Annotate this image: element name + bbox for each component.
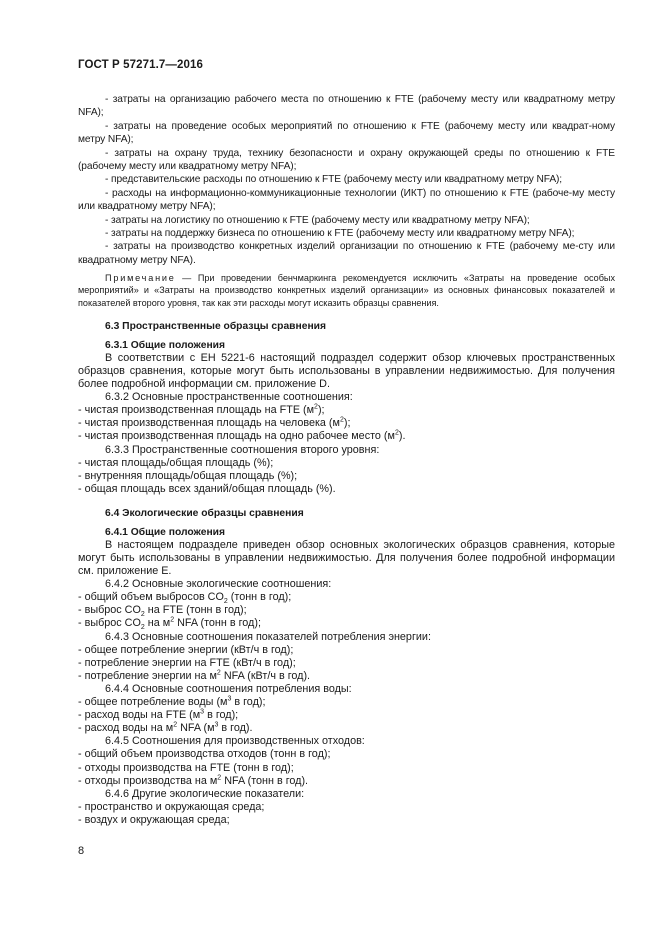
list-item: - затраты на проведение особых мероприятий по отношению к FTE (рабочему месту или квадрат-ному метру NFA); (78, 120, 615, 146)
clause-heading: 6.4.2 Основные экологические соотношения: (105, 578, 332, 591)
page-header-standard-title: ГОСТ Р 57271.7—2016 (78, 59, 203, 71)
list-item: - общий объем выбросов $CO_2$ (тонн в год); (78, 591, 292, 606)
list-item: - общее потребление воды ($м^3$ в год); (78, 695, 266, 709)
subsection-heading: 6.4.1 Общие положения (105, 526, 225, 538)
clause-heading: 6.4.3 Основные соотношения показателей потребления энергии: (105, 630, 431, 643)
clause-heading: 6.4.5 Соотношения для производственных отходов: (105, 735, 365, 748)
page-content (78, 93, 615, 827)
list-item: - затраты на поддержку бизнеса по отношению к FTE (рабочему месту или квадратному метру NFA); (105, 228, 575, 240)
list-item: - отходы производства на $м^2$ NFA (тонн в год). (78, 774, 309, 787)
subsection-heading: 6.3.1 Общие положения (105, 339, 225, 351)
section-6-4 (78, 507, 615, 827)
cost-list (78, 93, 615, 267)
list-item: - воздух и окружающая среда; (78, 813, 230, 826)
list-item: - отходы производства на FTE (тонн в год); (78, 761, 294, 774)
section-intro-paragraph: В настоящем подразделе приведен обзор основных экологических образцов сравнения, которые могут быть использованы в управлении недвижимостью. Для получения более подробной информации см. приложение E. (78, 538, 615, 578)
list-item: - выброс $CO_2$ на $м^2$ NFA (тонн в год); (78, 616, 261, 632)
list-item: - затраты на логистику по отношению к FTE (рабочему месту или квадратному метру NFA); (105, 214, 530, 226)
list-item: - выброс $CO_2$ на FTE (тонн в год); (78, 604, 247, 619)
clause-heading: 6.3.3 Пространственные соотношения второго уровня: (105, 443, 380, 456)
list-item: - представительские расходы по отношению к FTE (рабочему месту или квадратному метру NFA); (105, 174, 563, 186)
note-text: — При проведении бенчмаркинга рекомендуется исключить «Затраты на проведение особых мероприятий» и «Затраты на производство конкретных изделий организации» из основных финансовых показателей и показателей второго уровня, так как эти расходы могут исказить образцы сравнения. (78, 273, 615, 308)
section-intro-paragraph: В соответствии с ЕН 5221-6 настоящий подраздел содержит обзор ключевых пространственных образцов сравнения, которые могут быть использованы в управлении недвижимостью. Для получения более подробной информации см. приложение D. (78, 351, 615, 391)
list-item: - затраты на организацию рабочего места по отношению к FTE (рабочему месту или квадратному метру NFA); (78, 94, 615, 119)
list-item: - общий объем производства отходов (тонн в год); (78, 748, 331, 761)
clause-heading: 6.4.4 Основные соотношения потребления воды: (105, 682, 352, 695)
clause-heading: 6.3.2 Основные пространственные соотношения: (105, 391, 353, 404)
note-paragraph (78, 272, 615, 309)
note-label: Примечание (105, 273, 176, 284)
list-item: - общее потребление энергии (кВт/ч в год); (78, 643, 294, 656)
section-heading: 6.3 Пространственные образцы сравнения (105, 320, 327, 332)
list-item: - потребление энергии на $м^2$ NFA (кВт/ч в год). (78, 669, 311, 682)
clause-heading: 6.4.6 Другие экологические показатели: (105, 787, 305, 800)
list-item: - пространство и окружающая среда; (78, 800, 265, 813)
page-number: 8 (78, 845, 85, 857)
list-item: - чистая производственная площадь на одно рабочее место $(м^2)$. (78, 429, 406, 443)
list-item: - расходы на информационно-коммуникационные технологии (ИКТ) по отношению к FTE (рабоче-му месту или квадратному метру NFA); (78, 187, 615, 213)
list-item: - чистая площадь/общая площадь (%); (78, 456, 274, 469)
list-item: - расход воды на FTE ($м^3$ в год); (78, 708, 239, 722)
list-item: - потребление энергии на FTE (кВт/ч в год); (78, 656, 296, 669)
section-heading: 6.4 Экологические образцы сравнения (105, 507, 304, 519)
list-item: - расход воды на $м^2$ NFA ($м^3$ в год). (78, 721, 253, 735)
list-item: - внутренняя площадь/общая площадь (%); (78, 469, 298, 482)
list-item: - чистая производственная площадь на FTE $(м^2)$; (78, 403, 325, 417)
list-item: - затраты на производство конкретных изделий организации по отношению к FTE (рабочему ме-сту или квадратному метру NFA). (78, 241, 615, 266)
section-6-3 (78, 320, 615, 496)
list-item: - чистая производственная площадь на человека $(м^2)$; (78, 416, 351, 430)
list-item: - затраты на охрану труда, технику безопасности и охрану окружающей среды по отношению к FTE (рабочему месту или квадратному метру NFA); (78, 147, 615, 173)
list-item: - общая площадь всех зданий/общая площадь (%). (78, 482, 336, 495)
